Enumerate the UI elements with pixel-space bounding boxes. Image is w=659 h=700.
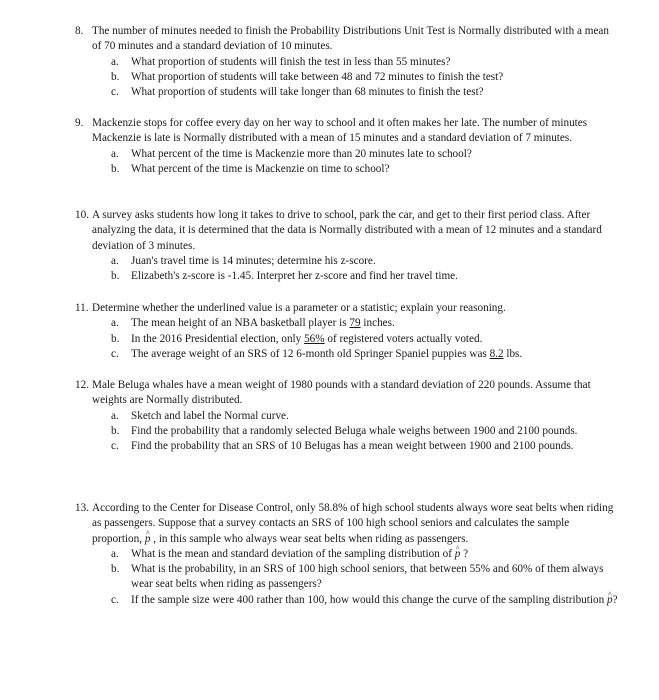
sub-question-text: What percent of the time is Mackenzie more than 20 minutes late to school? [131, 147, 472, 160]
problem-text: Determine whether the underlined value is a parameter or a statistic; explain your reasoning. [92, 302, 506, 314]
sub-question-letter: a. [111, 254, 119, 267]
problem-stem [75, 378, 620, 409]
underlined-value: 8.2 [489, 347, 504, 360]
sub-question-list [75, 254, 620, 285]
sub-question-text: Find the probability that a randomly selected Beluga whale weighs between 1900 and 2100 pounds. [131, 424, 578, 437]
sub-question [75, 547, 620, 562]
problem-number: 8. [75, 25, 84, 37]
problem-8 [75, 24, 620, 100]
problem-text: Male Beluga whales have a mean weight of 1980 pounds with a standard deviation of 220 pounds. Assume that weights are Normally distributed. [92, 379, 591, 407]
sub-question-text: The mean height of an NBA basketball player is [131, 317, 350, 330]
sub-question-list [75, 147, 620, 178]
sub-question-letter: b. [111, 270, 120, 283]
sub-question-text: ? [612, 593, 618, 606]
problem-number: 13. [75, 502, 89, 514]
sub-question-letter: c. [111, 593, 119, 606]
sub-question [75, 562, 620, 593]
sub-question-text: The average weight of an SRS of 12 6-month old Springer Spaniel puppies was [131, 347, 490, 360]
problem-text: Mackenzie stops for coffee every day on her way to school and it often makes her late. The number of minutes Mackenzie is late is Normally distributed with a mean of 15 minutes and a standard deviation of 7 minutes. [92, 117, 588, 145]
sub-question [75, 439, 620, 454]
sub-question-text: What proportion of students will take between 48 and 72 minutes to finish the test? [131, 70, 504, 83]
p-hat-symbol: p ^ [607, 594, 613, 606]
problem-number: 11. [75, 302, 89, 314]
problem-number: 12. [75, 379, 89, 391]
sub-question-text: What is the probability, in an SRS of 100 high school seniors, that between 55% and 60% of them always wear seat belts when riding as passengers? [131, 563, 604, 591]
sub-question [75, 409, 620, 424]
underlined-value: 79 [349, 317, 361, 330]
sub-question [75, 347, 620, 362]
sub-question-letter: b. [111, 332, 120, 345]
sub-question-text: Find the probability that an SRS of 10 Belugas has a mean weight between 1900 and 2100 pounds. [131, 440, 574, 453]
sub-question-letter: a. [111, 547, 119, 560]
sub-question-letter: a. [111, 55, 119, 68]
sub-question-letter: b. [111, 162, 120, 175]
sub-question-letter: a. [111, 409, 119, 422]
sub-question-text: of registered voters actually voted. [324, 332, 483, 345]
sub-question-text: Sketch and label the Normal curve. [131, 409, 289, 422]
p-hat-symbol: p ^ [145, 533, 151, 545]
sub-question-letter: a. [111, 317, 119, 330]
sub-question-letter: b. [111, 70, 120, 83]
problem-text: , in this sample who always wear seat belts when riding as passengers. [150, 532, 469, 545]
sub-question-text: Juan's travel time is 14 minutes; determine his z-score. [131, 254, 376, 267]
sub-question-text: What proportion of students will finish the test in less than 55 minutes? [131, 55, 451, 68]
sub-question [75, 593, 620, 608]
problem-stem [75, 501, 620, 547]
sub-question-letter: c. [111, 86, 119, 99]
sub-question-text: inches. [360, 317, 395, 330]
problem-number: 10. [75, 209, 89, 221]
problem-stem [75, 301, 620, 316]
sub-question [75, 316, 620, 331]
sub-question [75, 70, 620, 85]
sub-question [75, 424, 620, 439]
problem-stem [75, 24, 620, 55]
sub-question-text: ? [460, 547, 469, 560]
problem-stem [75, 208, 620, 254]
problem-stem [75, 116, 620, 147]
problem-text: The number of minutes needed to finish the Probability Distributions Unit Test is Normally distributed with a mean of 70 minutes and a standard deviation of 10 minutes. [92, 25, 609, 53]
sub-question [75, 85, 620, 100]
problem-9 [75, 116, 620, 177]
problem-13 [75, 501, 620, 608]
sub-question [75, 332, 620, 347]
sub-question-letter: b. [111, 424, 120, 437]
sub-question-list [75, 409, 620, 455]
sub-question-text: If the sample size were 400 rather than 100, how would this change the curve of the sampling distribution [131, 593, 607, 606]
sub-question-letter: b. [111, 563, 120, 576]
sub-question-list [75, 55, 620, 101]
problem-10 [75, 208, 620, 284]
sub-question-letter: c. [111, 347, 119, 360]
sub-question-letter: a. [111, 147, 119, 160]
sub-question [75, 147, 620, 162]
sub-question-text: What proportion of students will take longer than 68 minutes to finish the test? [131, 86, 484, 99]
sub-question-text: What is the mean and standard deviation of the sampling distribution of [131, 547, 455, 560]
sub-question-text: What percent of the time is Mackenzie on time to school? [131, 162, 390, 175]
sub-question-list [75, 547, 620, 608]
problem-text: A survey asks students how long it takes to drive to school, park the car, and get to their first period class. After analyzing the data, it is determined that the data is Normally distributed with a mean of 12 minutes and a standard deviation of 3 minutes. [92, 209, 602, 252]
sub-question [75, 55, 620, 70]
p-hat-symbol: p ^ [455, 548, 461, 560]
problem-number: 9. [75, 117, 84, 129]
problem-text: According to the Center for Disease Control, only 58.8% of high school students always wore seat belts when riding as passengers. Suppose that a survey contacts an SRS of 100 high school seniors and calculates the sample proportion, [92, 502, 614, 545]
sub-question-list [75, 316, 620, 362]
problem-12 [75, 378, 620, 454]
underlined-value: 56% [304, 332, 325, 345]
sub-question [75, 254, 620, 269]
sub-question [75, 269, 620, 284]
sub-question [75, 162, 620, 177]
sub-question-text: In the 2016 Presidential election, only [131, 332, 305, 345]
sub-question-letter: c. [111, 440, 119, 453]
problem-11 [75, 301, 620, 362]
sub-question-text: lbs. [503, 347, 523, 360]
sub-question-text: Elizabeth's z-score is -1.45. Interpret her z-score and find her travel time. [131, 270, 458, 283]
